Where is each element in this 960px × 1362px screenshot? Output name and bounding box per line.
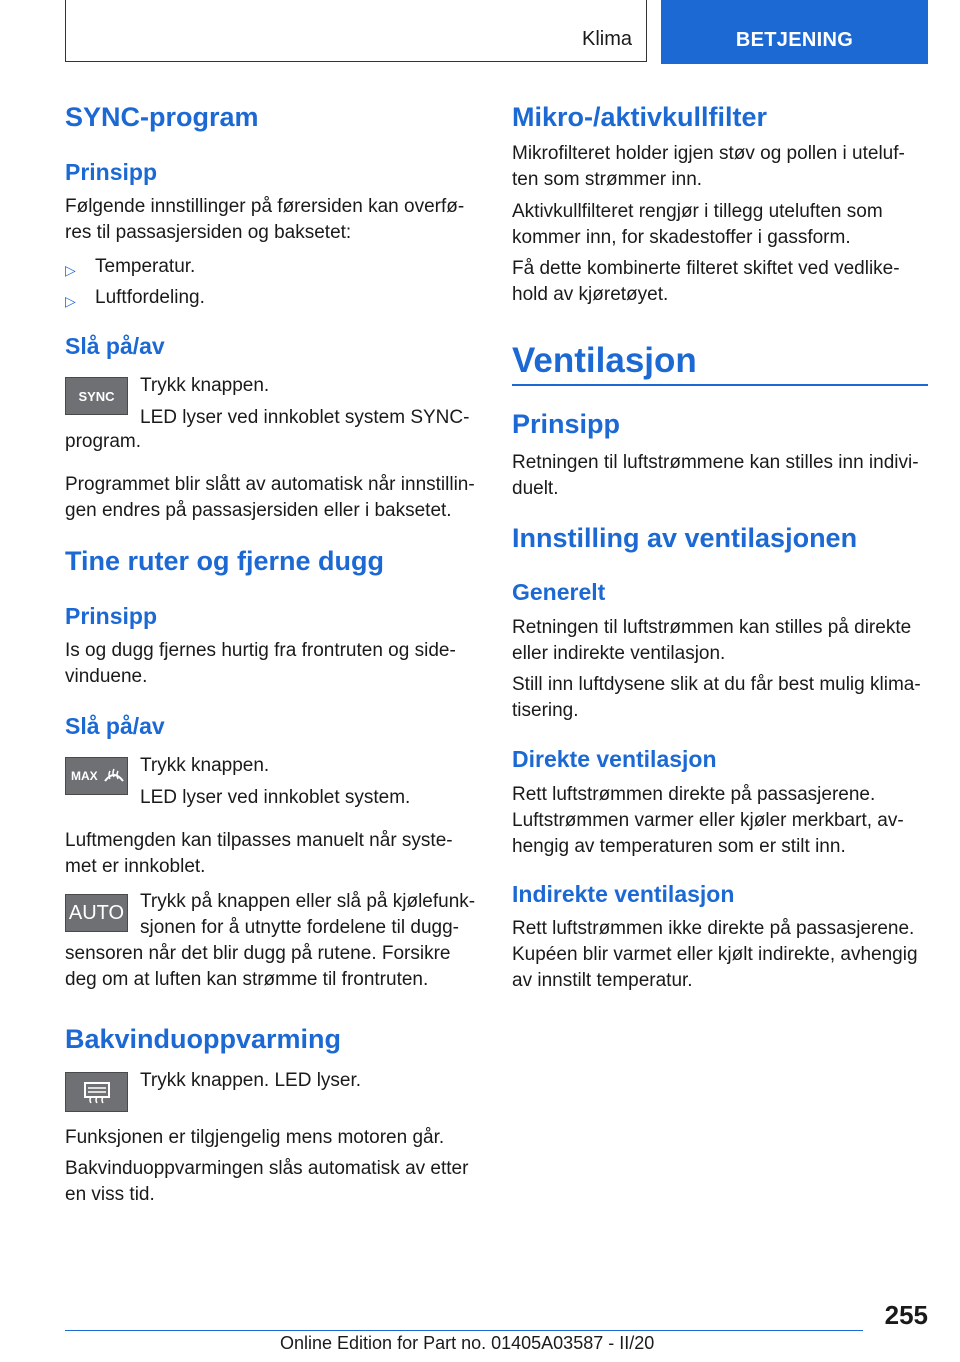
text-line: Trykk knappen. LED lyser. bbox=[140, 1070, 362, 1091]
header-chapter-label: BETJENING bbox=[735, 29, 854, 51]
text-line: duelt. bbox=[512, 478, 559, 499]
text-line: Still inn luftdysene slik at du får best mulig klima- bbox=[512, 674, 921, 695]
heading-ventilasjon: Ventilasjon bbox=[512, 341, 697, 380]
text-line: Programmet blir slått av automatisk når innstillin- bbox=[65, 474, 475, 495]
heading-innstilling: Innstilling av ventilasjonen bbox=[512, 523, 858, 553]
header-section-label: Klima bbox=[581, 28, 632, 50]
section-rule bbox=[512, 384, 928, 386]
text-line: gen endres på passasjersiden eller i baksetet. bbox=[65, 500, 452, 521]
heading-tine-ruter: Tine ruter og fjerne dugg bbox=[65, 546, 385, 576]
header-chapter-tab bbox=[661, 0, 928, 64]
heading-prinsipp: Prinsipp bbox=[512, 409, 621, 439]
sync-button-icon bbox=[65, 377, 128, 415]
text-line: LED lyser ved innkoblet system SYNC- bbox=[140, 407, 470, 428]
heading-generelt: Generelt bbox=[512, 579, 606, 605]
text-line: res til passasjersiden og baksetet: bbox=[65, 222, 352, 243]
text-line: vinduene. bbox=[65, 666, 148, 687]
text-line: sjonen for å utnytte fordelene til dugg- bbox=[140, 917, 459, 938]
text-line: Aktivkullfilteret rengjør i tillegg uteluften som bbox=[512, 201, 883, 222]
text-line: Få dette kombinerte filteret skiftet ved vedlike- bbox=[512, 258, 900, 279]
auto-button-label: AUTO bbox=[68, 901, 125, 924]
heading-indirekte-ventilasjon: Indirekte ventilasjon bbox=[512, 881, 735, 907]
text-line: hengig av temperaturen som er stilt inn. bbox=[512, 836, 846, 857]
text-line: Trykk knappen. bbox=[140, 375, 270, 396]
text-line: Følgende innstillinger på førersiden kan overfø- bbox=[65, 196, 465, 217]
heading-slaa-paa-av-2: Slå på/av bbox=[65, 713, 165, 739]
page-header bbox=[65, 0, 928, 64]
heading-direkte-ventilasjon: Direkte ventilasjon bbox=[512, 746, 717, 772]
text-line: Mikrofilteret holder igjen støv og pollen i uteluf- bbox=[512, 143, 905, 164]
text-line: hold av kjøretøyet. bbox=[512, 284, 669, 305]
text-line: Kupéen blir varmet eller kjølt indirekte, avhengig bbox=[512, 944, 918, 965]
text-line: sensoren når det blir dugg på rutene. Forsikre bbox=[65, 943, 451, 964]
text-line: Retningen til luftstrømmene kan stilles inn indivi- bbox=[512, 452, 919, 473]
text-line: ten som strømmer inn. bbox=[512, 169, 703, 190]
rear-defrost-button-icon bbox=[65, 1072, 128, 1112]
header-section-box bbox=[65, 0, 647, 62]
list-item bbox=[65, 285, 465, 311]
windshield-defrost-icon bbox=[102, 765, 126, 787]
text-line: LED lyser ved innkoblet system. bbox=[140, 787, 411, 808]
text-line: Rett luftstrømmen direkte på passasjerene. bbox=[512, 784, 876, 805]
text-line: av innstilt temperatur. bbox=[512, 970, 693, 991]
max-defrost-button-icon bbox=[65, 757, 128, 795]
text-line: Luftstrømmen varmer eller kjøler merkbart, av- bbox=[512, 810, 904, 831]
text-line: Retningen til luftstrømmen kan stilles på direkte bbox=[512, 617, 912, 638]
text-line: Trykk knappen. bbox=[140, 755, 270, 776]
footer-edition: Online Edition for Part no. 01405A03587 - II/20 bbox=[280, 1333, 655, 1353]
sync-button-label: SYNC bbox=[78, 388, 115, 404]
auto-button-icon bbox=[65, 894, 128, 932]
text-line: tisering. bbox=[512, 700, 579, 721]
text-line: Bakvinduoppvarmingen slås automatisk av etter bbox=[65, 1158, 469, 1179]
list-item bbox=[65, 254, 465, 280]
text-line: Trykk på knappen eller slå på kjølefunk- bbox=[140, 891, 476, 912]
list-item-text: Temperatur. bbox=[95, 256, 196, 277]
footer-rule bbox=[65, 1330, 863, 1331]
rear-window-defrost-icon bbox=[82, 1080, 112, 1104]
max-button-label: MAX bbox=[71, 769, 98, 783]
text-line: kommer inn, for skadestoffer i gassform. bbox=[512, 227, 851, 248]
heading-prinsipp-1: Prinsipp bbox=[65, 159, 158, 185]
text-line: deg om at luften kan strømme til frontruten. bbox=[65, 969, 429, 990]
text-line: met er innkoblet. bbox=[65, 856, 206, 877]
heading-sync: SYNC-program bbox=[65, 102, 259, 132]
text-line: eller indirekte ventilasjon. bbox=[512, 643, 726, 664]
list-item-text: Luftfordeling. bbox=[95, 287, 205, 308]
text-line: program. bbox=[65, 431, 142, 452]
text-line: Funksjonen er tilgjengelig mens motoren går. bbox=[65, 1127, 445, 1148]
bullet-triangle-icon: ▷ bbox=[65, 293, 76, 309]
text-line: Luftmengden kan tilpasses manuelt når syste- bbox=[65, 830, 453, 851]
bullet-triangle-icon: ▷ bbox=[65, 262, 76, 278]
page-number: 255 bbox=[884, 1300, 928, 1330]
heading-mikro-aktivkullfilter: Mikro-/aktivkullfilter bbox=[512, 102, 768, 132]
text-line: en viss tid. bbox=[65, 1184, 155, 1205]
heading-slaa-paa-av-1: Slå på/av bbox=[65, 333, 165, 359]
text-line: Rett luftstrømmen ikke direkte på passasjerene. bbox=[512, 918, 915, 939]
heading-prinsipp-2: Prinsipp bbox=[65, 603, 158, 629]
heading-bakvinduoppvarming: Bakvinduoppvarming bbox=[65, 1024, 342, 1054]
text-line: Is og dugg fjernes hurtig fra frontruten og side- bbox=[65, 640, 456, 661]
